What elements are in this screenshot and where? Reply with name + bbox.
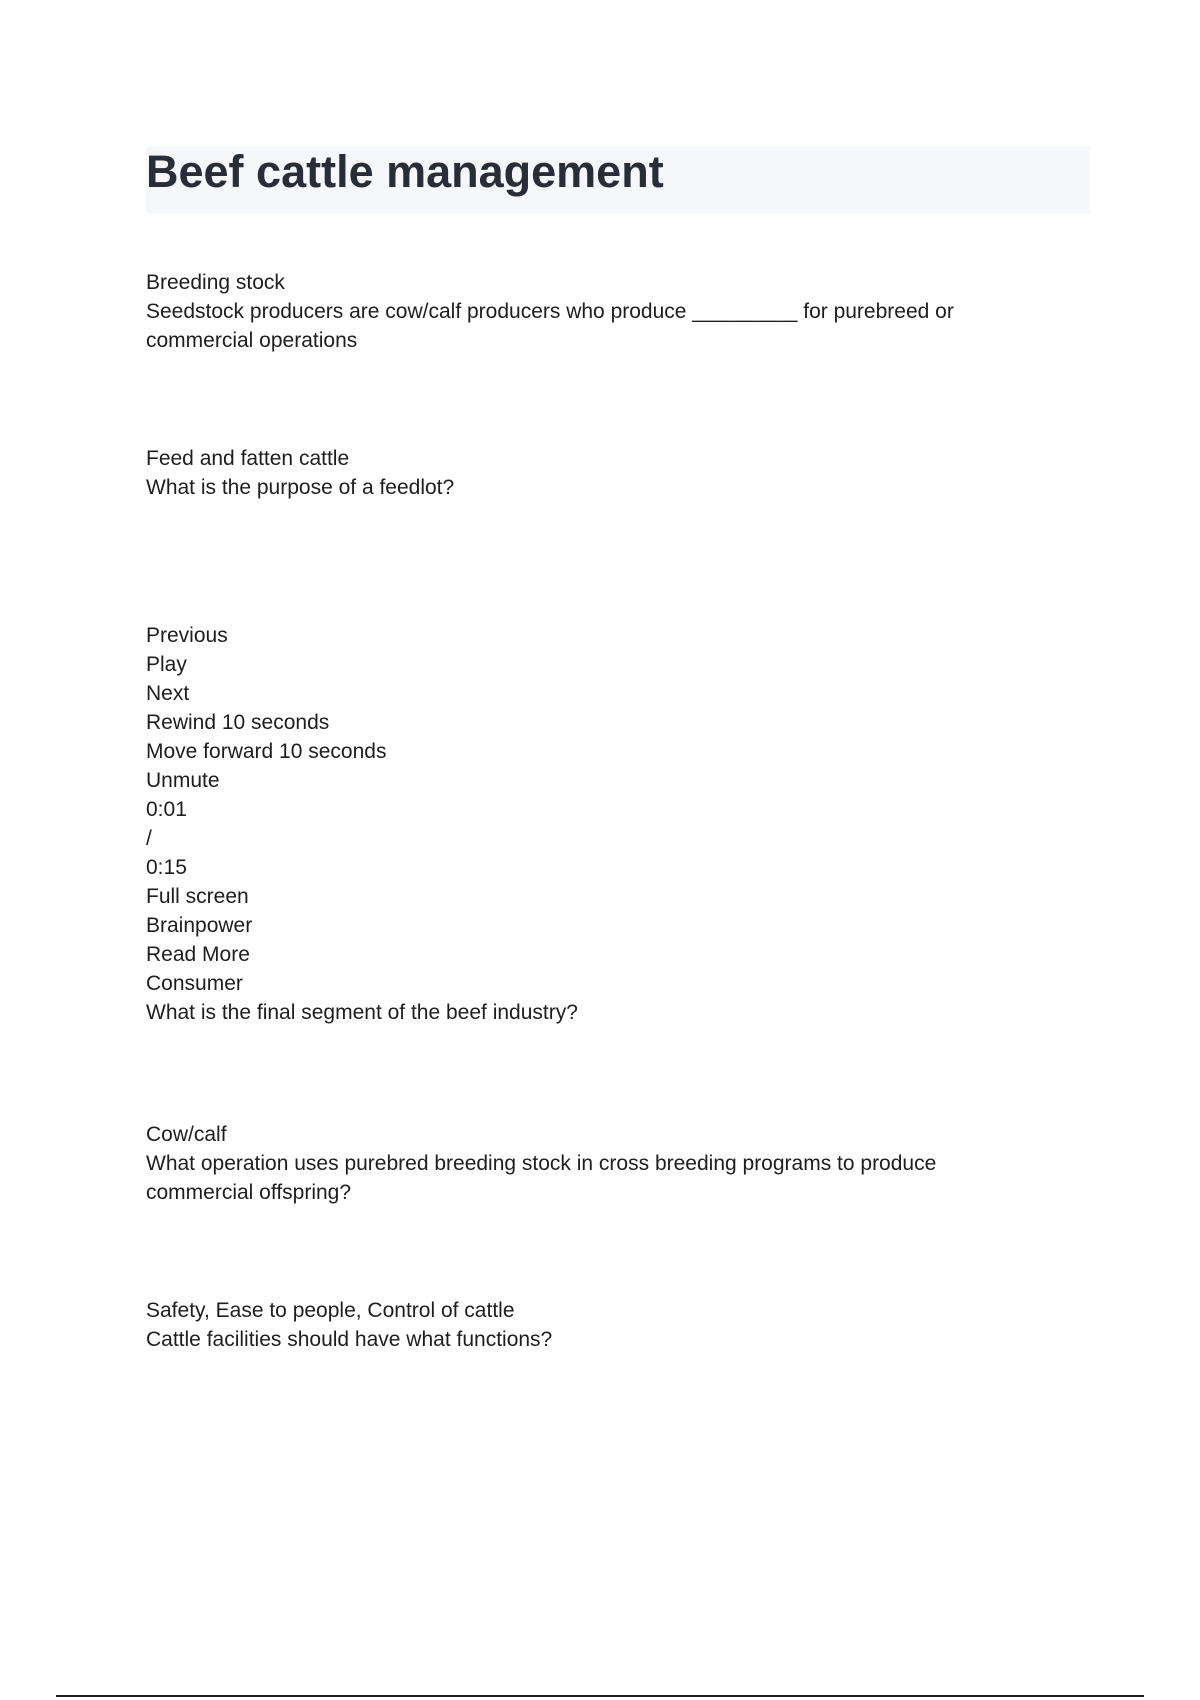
card-1-question-line-1: Seedstock producers are cow/calf producers who produce _________ for purebreed or [146, 300, 954, 323]
card-4-question-line-2: commercial offspring? [146, 1181, 352, 1204]
time-separator: / [146, 827, 152, 850]
card-3-question-line-1: What is the final segment of the beef industry? [146, 1001, 578, 1024]
fullscreen-button[interactable]: Full screen [146, 885, 249, 908]
card-1-question-line-2: commercial operations [146, 329, 358, 352]
card-4-answer: Cow/calf [146, 1123, 227, 1146]
forward-button[interactable]: Move forward 10 seconds [146, 740, 387, 763]
page-bottom-rule [56, 1695, 1144, 1697]
card-5-answer: Safety, Ease to people, Control of cattle [146, 1299, 515, 1322]
current-time: 0:01 [146, 798, 187, 821]
card-1-answer: Breeding stock [146, 271, 285, 294]
previous-button[interactable]: Previous [146, 624, 228, 647]
card-2-question-line-1: What is the purpose of a feedlot? [146, 476, 455, 499]
card-4-question-line-1: What operation uses purebred breeding stock in cross breeding programs to produce [146, 1152, 937, 1175]
duration: 0:15 [146, 856, 187, 879]
unmute-button[interactable]: Unmute [146, 769, 220, 792]
card-3-answer: Consumer [146, 972, 243, 995]
rewind-button[interactable]: Rewind 10 seconds [146, 711, 330, 734]
read-more-link[interactable]: Read More [146, 943, 250, 966]
next-button[interactable]: Next [146, 682, 190, 705]
play-button[interactable]: Play [146, 653, 187, 676]
brand-label: Brainpower [146, 914, 253, 937]
card-2-answer: Feed and fatten cattle [146, 447, 350, 470]
card-5-question-line-1: Cattle facilities should have what functions? [146, 1328, 553, 1351]
page-title: Beef cattle management [146, 146, 664, 197]
